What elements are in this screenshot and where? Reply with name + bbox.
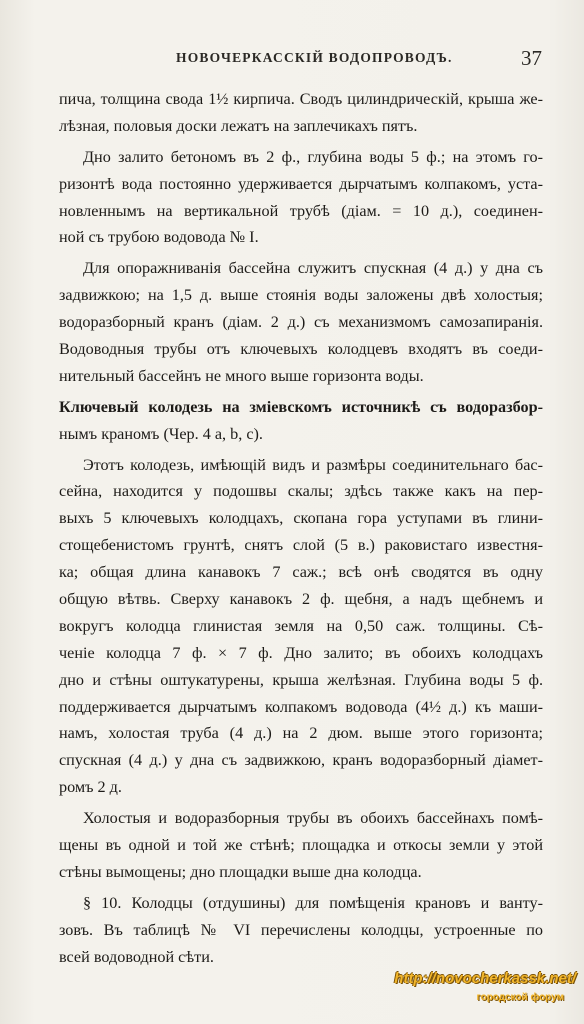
text-line: Дно залито бетономъ въ 2 ф., глубина воды 5 ф.; на этомъ го- <box>83 147 543 166</box>
text-line: зовъ. Въ таблицѣ № VI перечислены колодцы, устроенные по <box>59 920 543 939</box>
text-line: выхъ 5 ключевыхъ колодцахъ, скопана гора уступами въ глини- <box>59 509 543 528</box>
text-line: Водоводныя трубы отъ ключевыхъ колодцевъ входятъ въ соеди- <box>59 340 543 359</box>
text-line: новленнымъ на вертикальной трубѣ (діам. = 10 д.), соединен- <box>59 201 543 220</box>
watermark-subtitle: городской форум <box>476 992 564 1003</box>
text-line: ной съ трубою водовода № I. <box>59 228 259 247</box>
text-line: лѣзная, половыя доски лежатъ на заплечикахъ пятъ. <box>59 116 418 135</box>
text-line: вокругъ колодца глинистая земля на 0,50 саж. толщины. Сѣ- <box>59 616 543 635</box>
text-line: щены въ одной и той же стѣнѣ; площадка и откосы земли у этой <box>59 836 543 855</box>
text-line: намъ, холостая труба (4 д.) на 2 дюм. выше этого горизонта; <box>59 724 543 743</box>
forum-watermark <box>394 970 576 1014</box>
text-line: всей водоводной сѣти. <box>59 947 214 966</box>
text-line: пича, толщина свода 1½ кирпича. Сводъ цилиндрическій, крыша же- <box>59 90 543 108</box>
text-line: спускная (4 д.) у дна съ задвижкою, кранъ водоразборный діамет- <box>59 751 543 770</box>
running-title: НОВОЧЕРКАССКІЙ ВОДОПРОВОДЪ. <box>176 50 453 65</box>
text-line: Этотъ колодезь, имѣющій видъ и размѣры соединительнаго бас- <box>83 455 543 474</box>
text-line: Холостыя и водоразборныя трубы въ обоихъ бассейнахъ помѣ- <box>83 809 543 828</box>
watermark-url: http://novocherkassk.net/ <box>394 970 576 987</box>
text-line: стѣны вымощены; дно площадки выше дна колодца. <box>59 862 422 881</box>
text-line: ченіе колодца 7 ф. × 7 ф. Дно залито; въ обоихъ колодцахъ <box>59 643 543 662</box>
text-line: задвижкою; на 1,5 д. выше стоянія воды заложены двѣ холостыя; <box>59 286 543 305</box>
text-line: сейна, находится у подошвы скалы; здѣсь также какъ на пер- <box>59 482 543 501</box>
page-number: 37 <box>521 46 542 70</box>
text-line: ромъ 2 д. <box>59 778 122 797</box>
text-line: ризонтѣ вода постоянно удерживается дырчатымъ колпакомъ, уста- <box>59 174 543 193</box>
text-line: общую вѣтвь. Сверху канавокъ 2 ф. щебня, а надъ щебнемъ и <box>59 590 543 609</box>
text-line: Для опоражниванія бассейна служитъ спускная (4 д.) у дна съ <box>83 259 543 278</box>
section-paragraph-start: § 10. Колодцы (отдушины) для помѣщенія крановъ и ванту- <box>83 893 543 912</box>
text-line: дно и стѣны оштукатурены, крыша желѣзная. Глубина воды 5 ф. <box>59 670 543 689</box>
text-line: поддерживается дырчатымъ колпакомъ водовода (4½ д.) къ маши- <box>59 697 543 716</box>
page-header <box>60 46 544 74</box>
text-line: стощебенистомъ грунтѣ, снятъ слой (5 в.) раковистаго известня- <box>59 536 543 555</box>
text-line: нительный бассейнъ не много выше горизонта воды. <box>59 366 424 385</box>
section-heading: Ключевый колодезь на зміевскомъ источникѣ съ водоразбор- <box>59 397 543 416</box>
text-line: водоразборный кранъ (діам. 2 д.) съ механизмомъ самозапиранія. <box>59 313 543 332</box>
section-heading-continuation: нымъ краномъ (Чер. 4 a, b, c). <box>59 424 263 443</box>
body-text <box>59 86 543 971</box>
text-line: ка; общая длина канавокъ 7 саж.; всѣ онѣ сводятся въ одну <box>59 563 543 582</box>
